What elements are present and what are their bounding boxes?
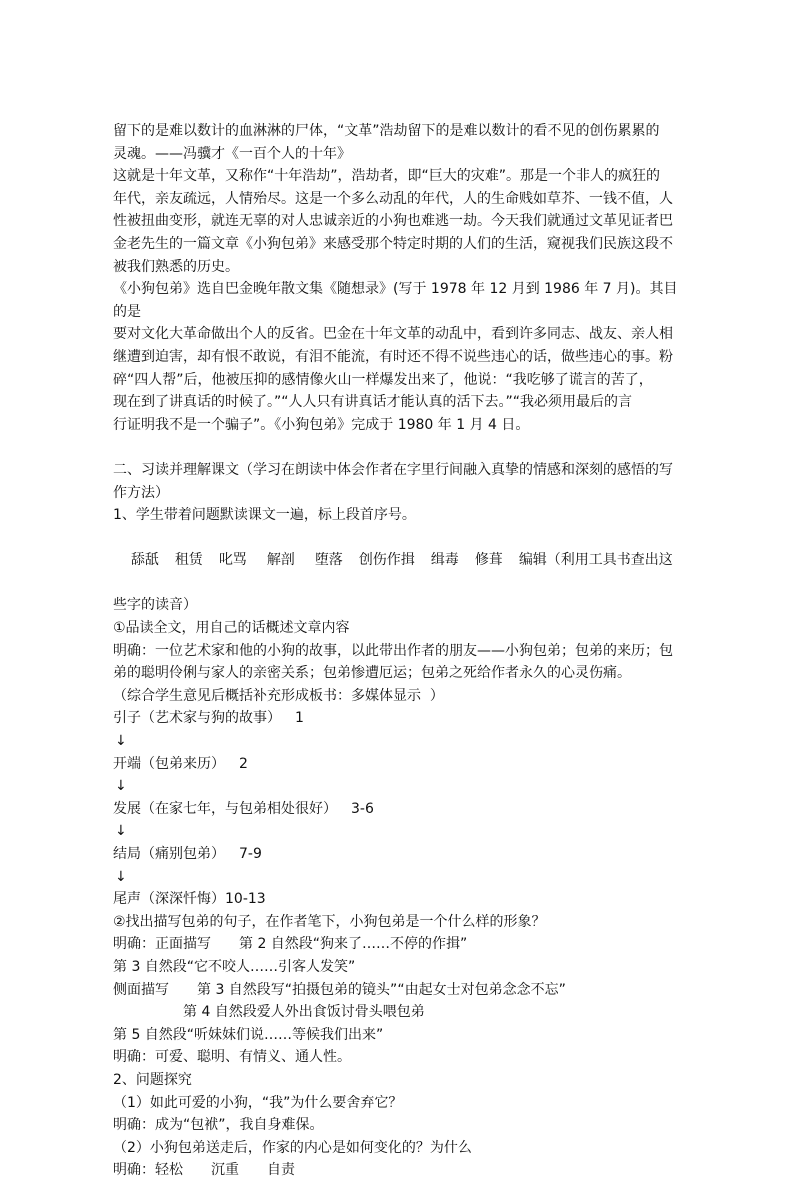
outline-item bbox=[113, 888, 683, 911]
answer-word: 沉重 bbox=[211, 1162, 239, 1179]
step-one: 1、学生带着问题默读课文一遍，标上段首序号。 bbox=[113, 507, 416, 524]
background-paragraph-line: 现在到了讲真话的时候了。”“人人只有讲真话才能认真的活下去。”“我必须用最后的言 bbox=[113, 394, 633, 411]
background-paragraph-line: 行证明我不是一个骗子”。《小狗包弟》完成于 1980 年 1 月 4 日。 bbox=[113, 416, 530, 433]
background-paragraph-line: 继遭到迫害，却有恨不敢说，有泪不能流，有时还不得不说些违心的话，做些违心的事。粉 bbox=[113, 348, 673, 365]
outline-range: 7-9 bbox=[239, 846, 262, 862]
outline-range: 1 bbox=[295, 710, 304, 727]
answer-label: 明确：轻松 bbox=[113, 1162, 183, 1179]
question-one: ①品读全文，用自己的话概述文章内容 bbox=[113, 620, 350, 637]
outline-range: 10-13 bbox=[225, 891, 266, 908]
outline-range: 3-6 bbox=[351, 800, 374, 817]
arrow-down-icon: ↓ bbox=[115, 778, 127, 795]
section-heading-cont: 作方法） bbox=[113, 484, 169, 501]
outline-item bbox=[113, 798, 683, 821]
question-two: ②找出描写包弟的句子，在作者笔下，小狗包弟是一个什么样的形象？ bbox=[113, 913, 546, 930]
intro-paragraph-line: 年代，亲友疏远，人情殆尽。这是一个多么动乱的年代，人的生命贱如草芥、一钱不值，人 bbox=[113, 190, 673, 207]
blank-line bbox=[113, 436, 683, 459]
outline-label: 引子（艺术家与狗的故事） bbox=[113, 710, 281, 727]
answer-four bbox=[113, 1159, 683, 1182]
arrow-down-icon: ↓ bbox=[115, 868, 127, 885]
vocab-word: 修葺 bbox=[474, 552, 503, 569]
answer-word: 自责 bbox=[267, 1162, 295, 1179]
step-two: 2、问题探究 bbox=[113, 1071, 192, 1088]
answer-two-line: 第 3 自然段“它不咬人……引客人发笑” bbox=[113, 958, 356, 975]
answer-one-line: 弟的聪明伶俐与家人的亲密关系；包弟惨遭厄运；包弟之死给作者永久的心灵伤痛。 bbox=[113, 665, 631, 682]
arrow-down-icon: ↓ bbox=[115, 733, 127, 750]
vocab-list-cont: 些字的读音） bbox=[113, 597, 197, 614]
vocab-word: 缉毒 bbox=[430, 552, 459, 569]
vocab-word: 堕落 bbox=[314, 552, 343, 569]
vocab-word: 租赁 bbox=[174, 552, 203, 569]
question-four: （2）小狗包弟送走后，作家的内心是如何变化的？为什么 bbox=[113, 1139, 472, 1156]
answer-two-line: 第 4 自然段爱人外出食饭讨骨头喂包弟 bbox=[183, 1004, 425, 1021]
outline-item bbox=[113, 707, 683, 730]
answer-three: 明确：成为“包袱”，我自身难保。 bbox=[113, 1117, 324, 1134]
answer-detail: 第 3 自然段写“拍摄包弟的镜头”“由起女士对包弟念念不忘” bbox=[197, 981, 566, 998]
answer-one-line: 明确：一位艺术家和他的小狗的故事，以此带出作者的朋友——小狗包弟；包弟的来历；包 bbox=[113, 642, 673, 659]
intro-paragraph-line: 被我们熟悉的历史。 bbox=[113, 258, 239, 275]
quote-line: 留下的是难以数计的血淋淋的尸体，“文革”浩劫留下的是难以数计的看不见的创伤累累的 bbox=[113, 123, 660, 139]
background-paragraph-line: 碎“四人帮”后，他被压抑的感情像火山一样爆发出来了，他说：“我吃够了谎言的苦了， bbox=[113, 371, 653, 388]
answer-two-line bbox=[113, 979, 683, 1002]
answer-label: 侧面描写 bbox=[113, 981, 169, 998]
vocab-word: 解剖 bbox=[266, 552, 295, 569]
vocab-word: 编辑（利用工具书查出这 bbox=[518, 552, 673, 569]
quote-source: 灵魂。——冯骥才《一百个人的十年》 bbox=[113, 145, 351, 162]
document-page bbox=[113, 120, 683, 1182]
intro-paragraph-line: 性被扭曲变形，就连无辜的对人忠诚亲近的小狗也难逃一劫。今天我们就通过文革见证者巴 bbox=[113, 213, 673, 230]
vocab-word: 叱骂 bbox=[218, 552, 247, 569]
vocab-list bbox=[113, 527, 683, 595]
arrow-down-icon: ↓ bbox=[115, 823, 127, 840]
answer-two-line bbox=[113, 933, 683, 956]
vocab-word: 舔舐 bbox=[130, 552, 159, 569]
outline-label: 发展（在家七年，与包弟相处很好） bbox=[113, 800, 337, 817]
intro-paragraph-line: 这就是十年文革，又称作“十年浩劫”，浩劫者，即“巨大的灾难”。那是一个非人的疯狂的 bbox=[113, 168, 661, 185]
background-paragraph-line: 《小狗包弟》选自巴金晚年散文集《随想录》(写于 1978 年 12 月到 1986 年 7 月)。其目的是 bbox=[113, 281, 678, 320]
outline-label: 开端（包弟来历） bbox=[113, 755, 225, 772]
answer-label: 明确：正面描写 bbox=[113, 936, 211, 953]
board-note: （综合学生意见后概括补充形成板书：多媒体显示 ） bbox=[113, 687, 444, 704]
answer-detail: 第 2 自然段“狗来了……不停的作揖” bbox=[239, 936, 468, 953]
outline-range: 2 bbox=[239, 755, 248, 772]
outline-label: 结局（痛别包弟） bbox=[113, 846, 225, 862]
question-three: （1）如此可爱的小狗，“我”为什么要舍弃它？ bbox=[113, 1094, 403, 1111]
answer-two-line: 第 5 自然段“听妹妹们说……等候我们出来” bbox=[113, 1026, 384, 1043]
outline-item bbox=[113, 843, 683, 866]
section-heading: 二、习读并理解课文（学习在朗读中体会作者在字里行间融入真挚的情感和深刻的感悟的写 bbox=[113, 461, 673, 478]
background-paragraph-line: 要对文化大革命做出个人的反省。巴金在十年文革的动乱中，看到许多同志、战友、亲人相 bbox=[113, 326, 673, 343]
intro-paragraph-line: 金老先生的一篇文章《小狗包弟》来感受那个特定时期的人们的生活，窥视我们民族这段不 bbox=[113, 235, 673, 252]
outline-label: 尾声（深深忏悔） bbox=[113, 891, 225, 908]
answer-two-summary: 明确：可爱、聪明、有情义、通人性。 bbox=[113, 1049, 351, 1066]
outline-item bbox=[113, 753, 683, 776]
vocab-word: 创伤作揖 bbox=[358, 552, 415, 569]
